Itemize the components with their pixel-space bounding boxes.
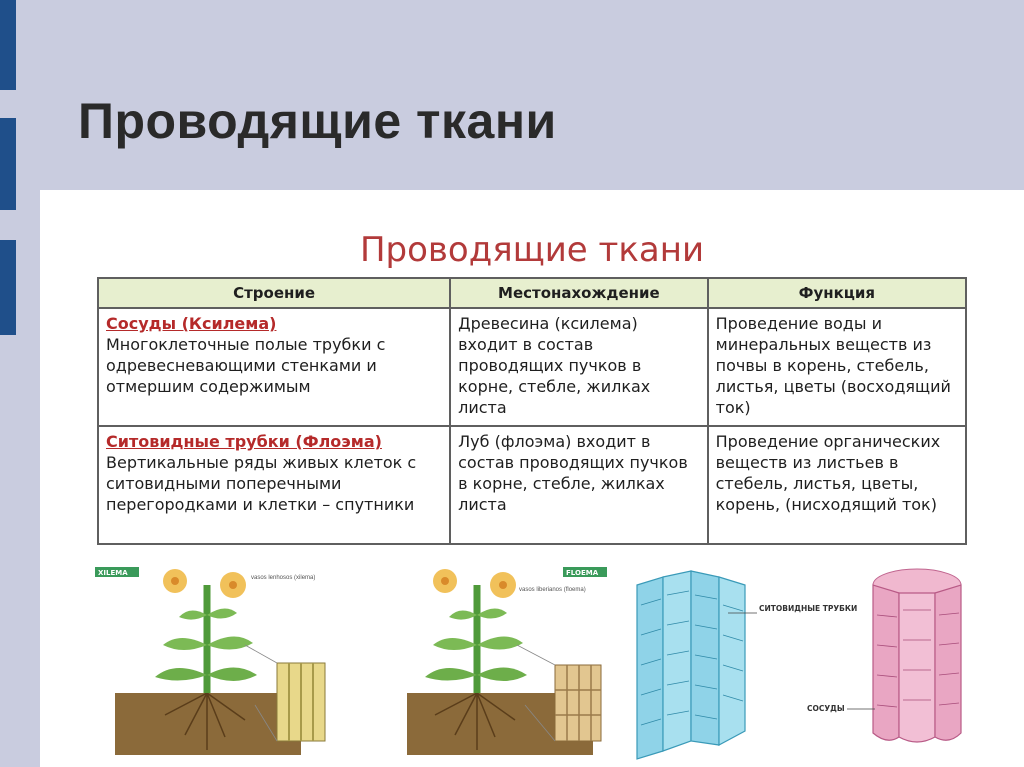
column-header-location: Местонахождение <box>450 278 708 308</box>
content-panel <box>40 190 1024 767</box>
sieve-tubes-illustration <box>633 565 858 767</box>
accent-bar-top <box>0 0 16 90</box>
table-header-row <box>98 278 966 308</box>
cell-structure <box>98 308 450 426</box>
column-header-structure: Строение <box>98 278 450 308</box>
phloem-plant-illustration <box>367 565 607 767</box>
table-row-xylem <box>98 308 966 426</box>
cell-location: Луб (флоэма) входит в состав проводящих пучков в корне, стебле, жилках листа <box>450 426 708 544</box>
xylem-plant-illustration <box>95 565 345 767</box>
illustrations-strip <box>95 565 1024 767</box>
conductive-tissues-table <box>97 277 967 545</box>
phloem-caption: vasos liberianos (floema) <box>519 587 586 593</box>
accent-bar-middle <box>0 118 16 210</box>
cell-function: Проведение воды и минеральных веществ из почвы в корень, стебель, листья, цветы (восходящий ток) <box>708 308 966 426</box>
panel-title: Проводящие ткани <box>359 230 705 270</box>
vessels-label-text: СОСУДЫ <box>807 704 845 713</box>
cell-function: Проведение органических веществ из листьев в стебель, листья, цветы, корень, (нисходящий ток) <box>708 426 966 544</box>
xylem-caption: vasos lenhosos (xilema) <box>251 575 316 581</box>
slide-title: Проводящие ткани <box>78 93 557 149</box>
vessels-label <box>807 704 845 713</box>
vessels-illustration <box>807 565 997 767</box>
table-row-phloem <box>98 426 966 544</box>
sieve-tubes-label-text: СИТОВИДНЫЕ ТРУБКИ <box>759 604 858 613</box>
phloem-tag: FLOEMA <box>566 569 599 577</box>
column-header-function: Функция <box>708 278 966 308</box>
row-title-phloem: Ситовидные трубки (Флоэма) <box>106 432 382 451</box>
cell-location: Древесина (ксилема) входит в состав проводящих пучков в корне, стебле, жилках листа <box>450 308 708 426</box>
xylem-tag: XILEMA <box>98 569 128 577</box>
accent-bar-bottom <box>0 240 16 335</box>
row-title-xylem: Сосуды (Ксилема) <box>106 314 277 333</box>
structure-text: Вертикальные ряды живых клеток с ситовидными поперечными перегородками и клетки – спутники <box>106 453 417 514</box>
cell-structure <box>98 426 450 544</box>
structure-text: Многоклеточные полые трубки с одревесневающими стенками и отмершим содержимым <box>106 335 386 396</box>
